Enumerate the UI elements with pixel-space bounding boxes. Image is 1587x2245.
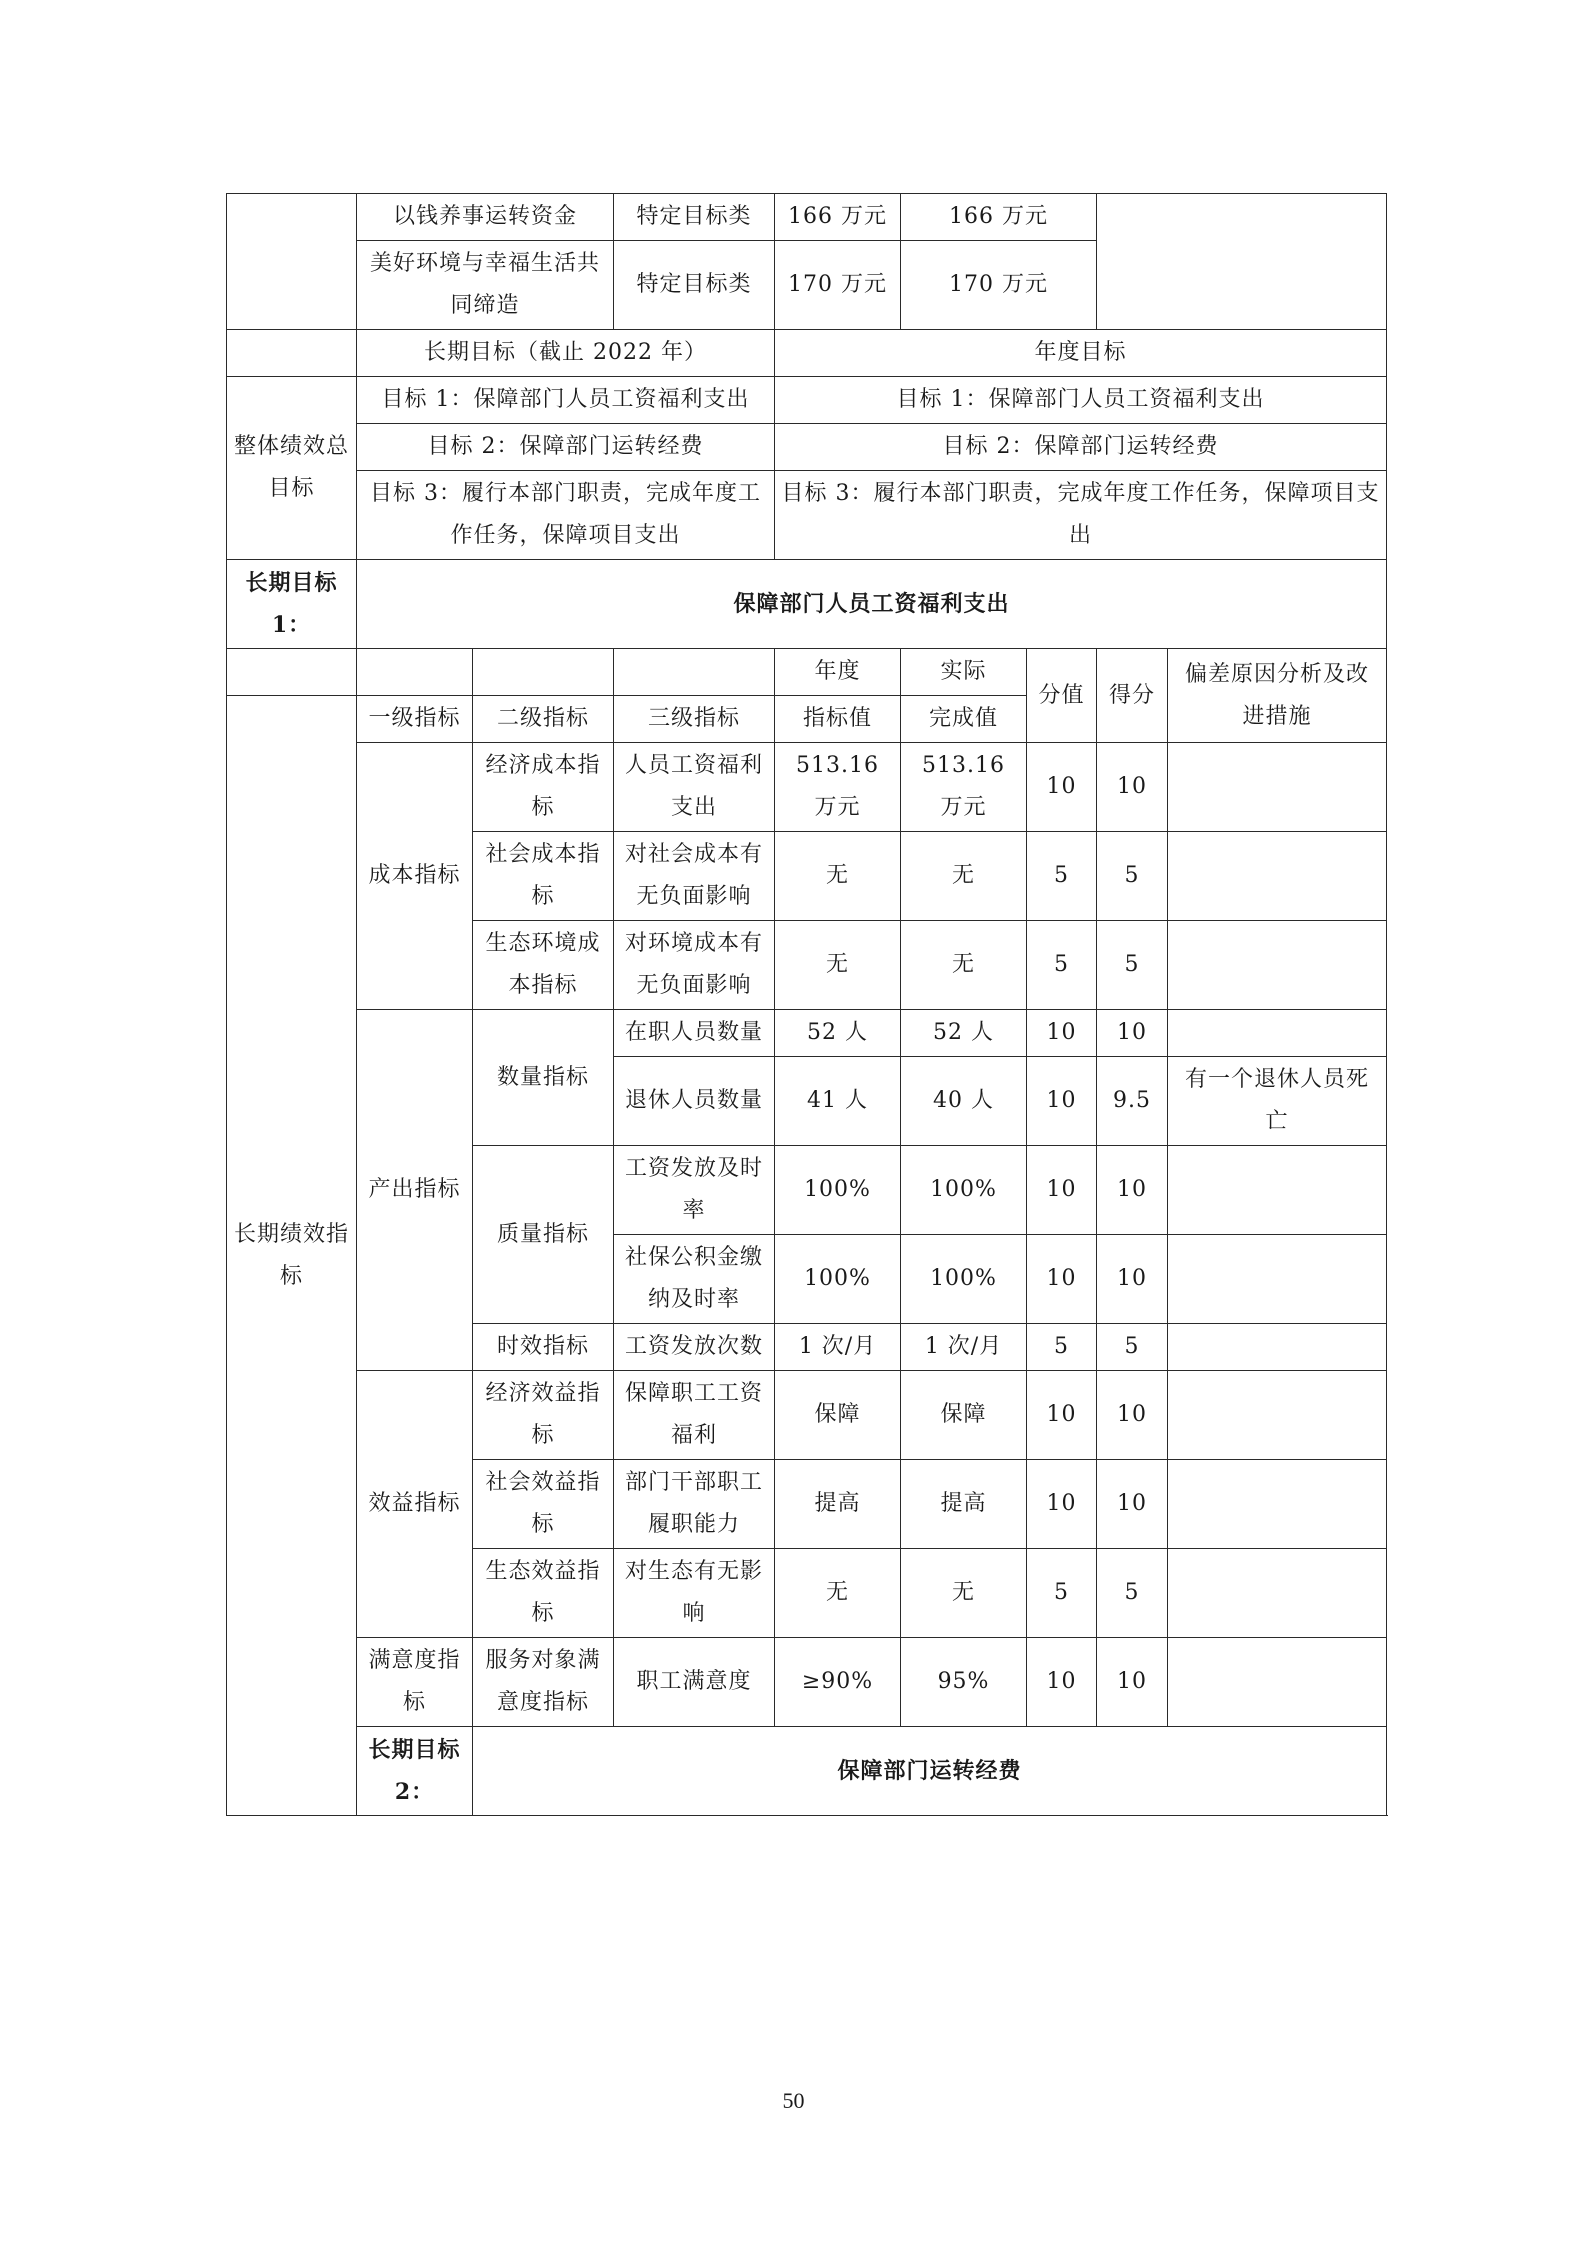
analysis-header: 偏差原因分析及改进措施 xyxy=(1168,649,1387,743)
score-got-cell: 10 xyxy=(1097,1371,1168,1460)
fund-value: 170 万元 xyxy=(775,241,901,330)
level1-benefit: 效益指标 xyxy=(357,1371,473,1638)
score-value-cell: 5 xyxy=(1027,1549,1097,1638)
score-value-cell: 10 xyxy=(1027,1010,1097,1057)
level1-satisfaction: 满意度指标 xyxy=(357,1638,473,1727)
score-value-cell: 10 xyxy=(1027,1371,1097,1460)
score-value-cell: 10 xyxy=(1027,1460,1097,1549)
level2-cell: 生态效益指标 xyxy=(473,1549,614,1638)
fund-type: 特定目标类 xyxy=(614,241,775,330)
goals-header-row xyxy=(227,330,1387,377)
long-goal-2-text: 保障部门运转经费 xyxy=(473,1727,1387,1816)
level3-cell: 退休人员数量 xyxy=(614,1057,775,1146)
done-cell: 513.16 万元 xyxy=(901,743,1027,832)
done-cell: 100% xyxy=(901,1146,1027,1235)
score-value-cell: 10 xyxy=(1027,1235,1097,1324)
score-value-cell: 10 xyxy=(1027,1057,1097,1146)
year-header: 年度 xyxy=(775,649,901,696)
analysis-cell xyxy=(1168,1549,1387,1638)
level3-cell: 对环境成本有无负面影响 xyxy=(614,921,775,1010)
score-got-cell: 10 xyxy=(1097,1146,1168,1235)
done-cell: 保障 xyxy=(901,1371,1027,1460)
goal-row xyxy=(227,377,1387,424)
level2-cell: 社会成本指标 xyxy=(473,832,614,921)
blank-cell xyxy=(473,649,614,696)
long-indicator-label: 长期绩效指标 xyxy=(227,696,357,1816)
target-cell: 保障 xyxy=(775,1371,901,1460)
actual-header: 实际 xyxy=(901,649,1027,696)
score-got-cell: 10 xyxy=(1097,1638,1168,1727)
done-cell: 无 xyxy=(901,1549,1027,1638)
fund-name: 以钱养事运转资金 xyxy=(357,194,614,241)
analysis-cell xyxy=(1168,921,1387,1010)
annual-goal-text: 目标 3：履行本部门职责，完成年度工作任务，保障项目支出 xyxy=(775,471,1387,560)
level1-cost: 成本指标 xyxy=(357,743,473,1010)
page-number: 50 xyxy=(782,2088,805,2113)
indicator-header-top xyxy=(227,649,1387,696)
fund-value-2: 166 万元 xyxy=(901,194,1097,241)
level1-output: 产出指标 xyxy=(357,1010,473,1371)
score-got-cell: 5 xyxy=(1097,832,1168,921)
score-got-cell: 10 xyxy=(1097,743,1168,832)
level3-cell: 工资发放次数 xyxy=(614,1324,775,1371)
blank-cell xyxy=(227,194,357,330)
fund-type: 特定目标类 xyxy=(614,194,775,241)
score-value-cell: 10 xyxy=(1027,743,1097,832)
level3-cell: 部门干部职工履职能力 xyxy=(614,1460,775,1549)
target-cell: ≥90% xyxy=(775,1638,901,1727)
done-header: 完成值 xyxy=(901,696,1027,743)
target-header: 指标值 xyxy=(775,696,901,743)
long-goal-1-row xyxy=(227,560,1387,649)
target-cell: 无 xyxy=(775,1549,901,1638)
analysis-cell xyxy=(1168,1235,1387,1324)
analysis-cell xyxy=(1168,743,1387,832)
fund-value: 166 万元 xyxy=(775,194,901,241)
level3-cell: 在职人员数量 xyxy=(614,1010,775,1057)
level2-cell: 数量指标 xyxy=(473,1010,614,1146)
long-goal-text: 目标 2：保障部门运转经费 xyxy=(357,424,775,471)
level2-cell: 经济效益指标 xyxy=(473,1371,614,1460)
blank-cell xyxy=(227,649,357,696)
score-value-cell: 5 xyxy=(1027,1324,1097,1371)
level3-cell: 保障职工工资 福利 xyxy=(614,1371,775,1460)
level2-cell: 时效指标 xyxy=(473,1324,614,1371)
table-row xyxy=(227,1010,1387,1057)
fund-value-2: 170 万元 xyxy=(901,241,1097,330)
level2-cell: 社会效益指标 xyxy=(473,1460,614,1549)
level3-cell: 人员工资福利支出 xyxy=(614,743,775,832)
target-cell: 提高 xyxy=(775,1460,901,1549)
target-cell: 无 xyxy=(775,832,901,921)
blank-cell xyxy=(1097,194,1387,330)
long-goal-text: 目标 1：保障部门人员工资福利支出 xyxy=(357,377,775,424)
fund-name: 美好环境与幸福生活共同缔造 xyxy=(357,241,614,330)
score-got-cell: 10 xyxy=(1097,1235,1168,1324)
target-cell: 52 人 xyxy=(775,1010,901,1057)
blank-cell xyxy=(227,330,357,377)
goal-row xyxy=(227,471,1387,560)
level3-cell: 对社会成本有无负面影响 xyxy=(614,832,775,921)
target-cell: 100% xyxy=(775,1146,901,1235)
level3-cell: 对生态有无影响 xyxy=(614,1549,775,1638)
long-goal-2-row xyxy=(227,1727,1387,1816)
analysis-cell xyxy=(1168,1324,1387,1371)
annual-goal-text: 目标 2：保障部门运转经费 xyxy=(775,424,1387,471)
level2-cell: 生态环境成本指标 xyxy=(473,921,614,1010)
done-cell: 40 人 xyxy=(901,1057,1027,1146)
level2-cell: 服务对象满意度指标 xyxy=(473,1638,614,1727)
score-got-cell: 10 xyxy=(1097,1460,1168,1549)
level1-header: 一级指标 xyxy=(357,696,473,743)
table-row xyxy=(227,1638,1387,1727)
done-cell: 95% xyxy=(901,1638,1027,1727)
score-value-cell: 10 xyxy=(1027,1638,1097,1727)
done-cell: 无 xyxy=(901,832,1027,921)
level2-cell: 质量指标 xyxy=(473,1146,614,1324)
annual-goal-header: 年度目标 xyxy=(775,330,1387,377)
overall-goal-label: 整体绩效总目标 xyxy=(227,377,357,560)
level3-cell: 工资发放及时率 xyxy=(614,1146,775,1235)
score-value-cell: 5 xyxy=(1027,921,1097,1010)
score-got-cell: 9.5 xyxy=(1097,1057,1168,1146)
done-cell: 52 人 xyxy=(901,1010,1027,1057)
table-row xyxy=(227,1371,1387,1460)
long-goal-1-label: 长期目标 1： xyxy=(227,560,357,649)
level3-header: 三级指标 xyxy=(614,696,775,743)
table-row xyxy=(227,743,1387,832)
level2-header: 二级指标 xyxy=(473,696,614,743)
done-cell: 无 xyxy=(901,921,1027,1010)
target-cell: 1 次/月 xyxy=(775,1324,901,1371)
score-got-cell: 5 xyxy=(1097,1324,1168,1371)
long-goal-header: 长期目标（截止 2022 年） xyxy=(357,330,775,377)
blank-cell xyxy=(357,649,473,696)
score-got-header: 得分 xyxy=(1097,649,1168,743)
annual-goal-text: 目标 1：保障部门人员工资福利支出 xyxy=(775,377,1387,424)
long-goal-2-label: 长期目标 2： xyxy=(357,1727,473,1816)
long-goal-text: 目标 3：履行本部门职责，完成年度工作任务，保障项目支出 xyxy=(357,471,775,560)
performance-table xyxy=(226,193,1387,1816)
target-cell: 41 人 xyxy=(775,1057,901,1146)
score-got-cell: 5 xyxy=(1097,1549,1168,1638)
done-cell: 1 次/月 xyxy=(901,1324,1027,1371)
done-cell: 100% xyxy=(901,1235,1027,1324)
analysis-cell xyxy=(1168,1010,1387,1057)
target-cell: 无 xyxy=(775,921,901,1010)
analysis-cell xyxy=(1168,1371,1387,1460)
long-goal-1-text: 保障部门人员工资福利支出 xyxy=(357,560,1387,649)
target-cell: 100% xyxy=(775,1235,901,1324)
score-value-cell: 5 xyxy=(1027,832,1097,921)
score-got-cell: 5 xyxy=(1097,921,1168,1010)
target-cell: 513.16 万元 xyxy=(775,743,901,832)
level3-cell: 职工满意度 xyxy=(614,1638,775,1727)
fund-row xyxy=(227,194,1387,241)
blank-cell xyxy=(614,649,775,696)
level3-cell: 社保公积金缴纳及时率 xyxy=(614,1235,775,1324)
analysis-cell xyxy=(1168,1460,1387,1549)
goal-row xyxy=(227,424,1387,471)
analysis-cell xyxy=(1168,1638,1387,1727)
analysis-cell xyxy=(1168,1146,1387,1235)
analysis-cell: 有一个退休人员死亡 xyxy=(1168,1057,1387,1146)
analysis-cell xyxy=(1168,832,1387,921)
score-value-header: 分值 xyxy=(1027,649,1097,743)
level2-cell: 经济成本指标 xyxy=(473,743,614,832)
done-cell: 提高 xyxy=(901,1460,1027,1549)
score-value-cell: 10 xyxy=(1027,1146,1097,1235)
score-got-cell: 10 xyxy=(1097,1010,1168,1057)
